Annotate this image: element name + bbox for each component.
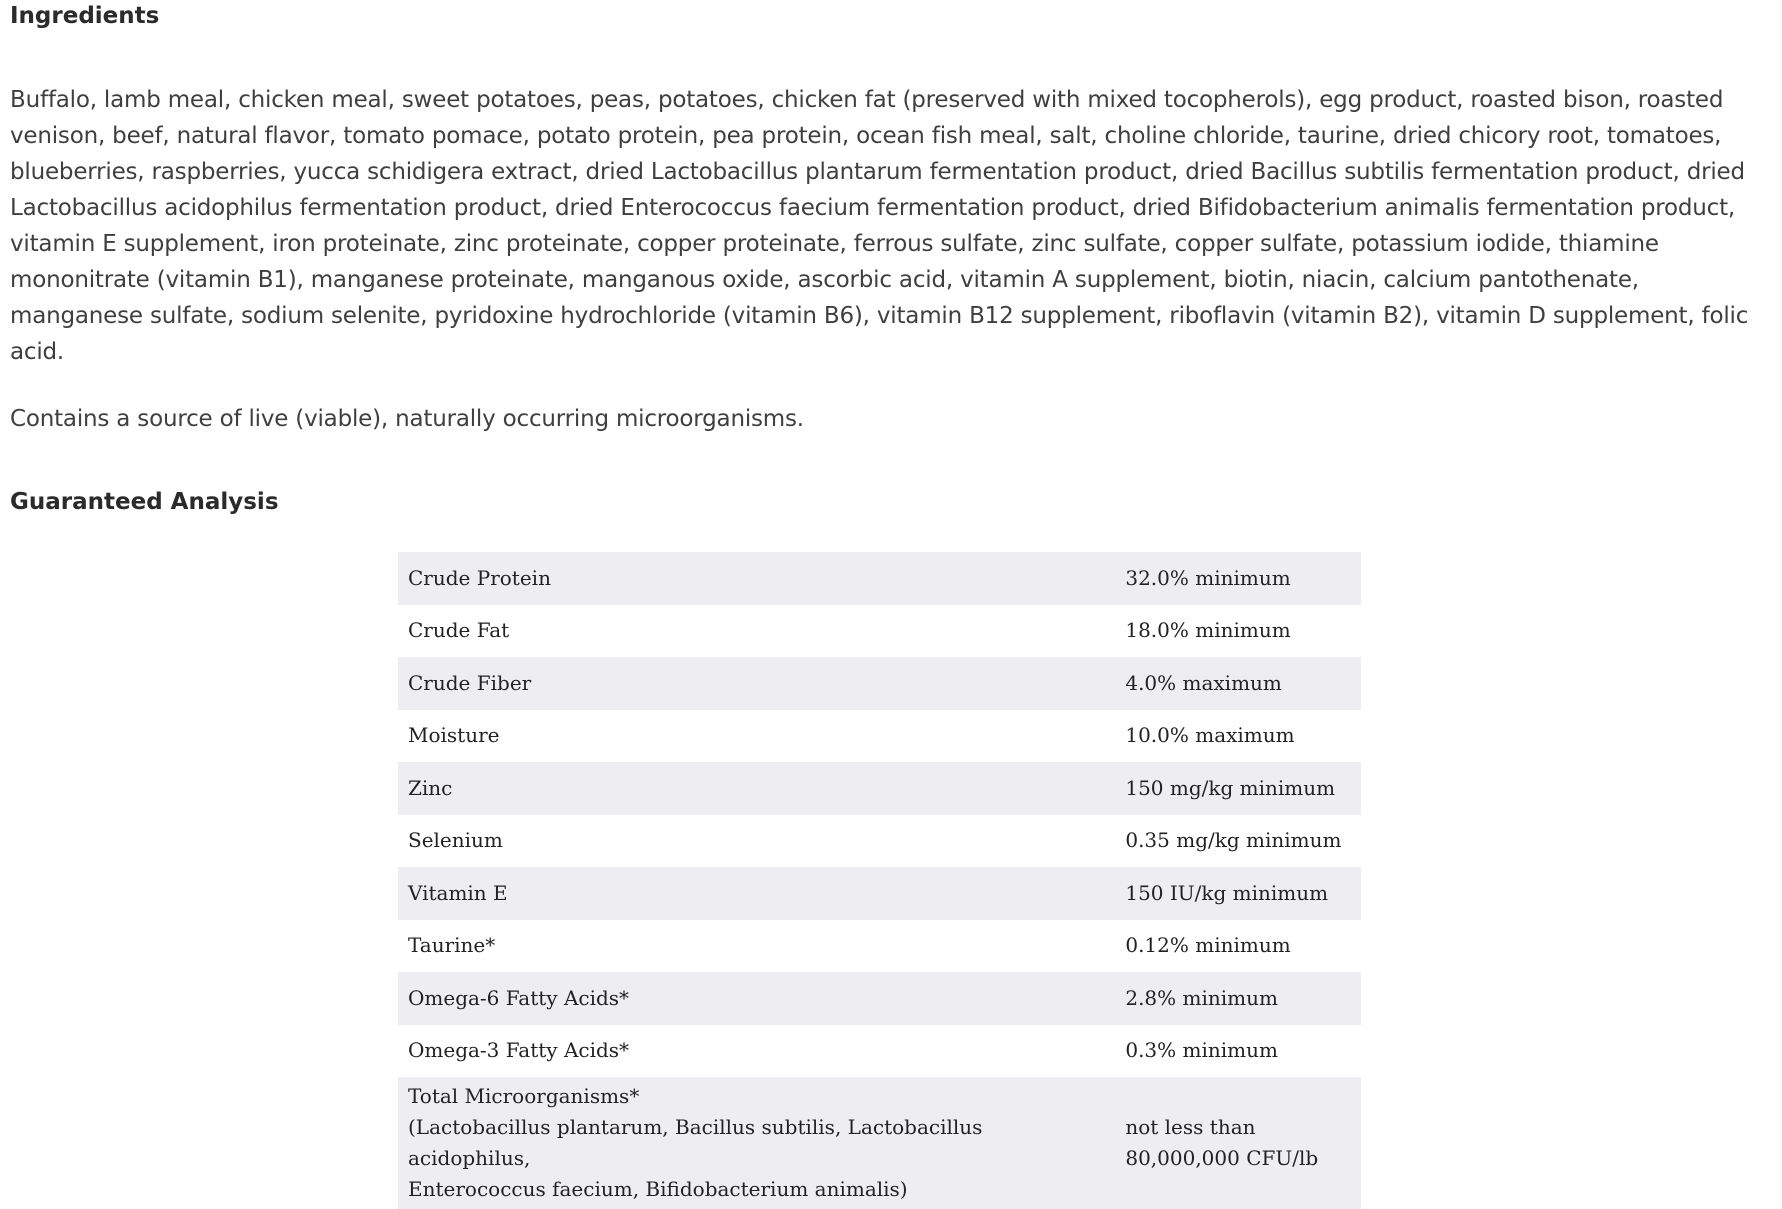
table-row [398,1025,1361,1078]
microorganisms-value-line-2: 80,000,000 CFU/lb [1125,1146,1319,1170]
nutrient-name: Selenium [408,828,503,853]
microorganisms-value-line-1: not less than [1125,1115,1256,1139]
guaranteed-analysis-heading: Guaranteed Analysis [10,489,279,515]
table-row [398,762,1361,815]
nutrient-value: 10.0% maximum [1125,723,1295,748]
table-row [398,972,1361,1025]
table-row [398,710,1361,763]
nutrient-name: Moisture [408,723,500,748]
nutrient-value [1115,1077,1361,1209]
microorganisms-species-line-1: (Lactobacillus plantarum, Bacillus subtilis, Lactobacillus acidophilus, [408,1115,983,1170]
nutrient-value: 18.0% minimum [1125,618,1291,643]
nutrient-name [398,1077,1115,1209]
nutrient-value: 0.35 mg/kg minimum [1125,828,1342,853]
table-row-total-microorganisms [398,1077,1361,1209]
table-row [398,920,1361,973]
ingredients-list: Buffalo, lamb meal, chicken meal, sweet potatoes, peas, potatoes, chicken fat (preserved with mixed tocopherols), egg product, roasted bison, roasted venison, beef, natural flavor, tomato pomace, potato protein, pea protein, ocean fish meal, salt, choline chloride, taurine, dried chicory root, tomatoes, blueberries, raspberries, yucca schidigera extract, dried Lactobacillus plantarum fermentation product, dried Bacillus subtilis fermentation product, dried Lactobacillus acidophilus fermentation product, dried Enterococcus faecium fermentation product, dried Bifidobacterium animalis fermentation product, vitamin E supplement, iron proteinate, zinc proteinate, copper proteinate, ferrous sulfate, zinc sulfate, copper sulfate, potassium iodide, thiamine mononitrate (vitamin B1), manganese proteinate, manganous oxide, ascorbic acid, vitamin A supplement, biotin, niacin, calcium pantothenate, manganese sulfate, sodium selenite, pyridoxine hydrochloride (vitamin B6), vitamin B12 supplement, riboflavin (vitamin B2), vitamin D supplement, folic acid. [10,87,1749,365]
nutrient-name: Crude Protein [408,565,551,590]
nutrient-name: Crude Fat [408,618,510,643]
microorganisms-title: Total Microorganisms* [408,1084,640,1108]
guaranteed-analysis-table [398,552,1361,1209]
nutrient-value: 0.3% minimum [1125,1038,1278,1063]
microorganisms-species-line-2: Enterococcus faecium, Bifidobacterium animalis) [408,1177,908,1201]
table-row [398,815,1361,868]
nutrient-name: Zinc [408,775,453,800]
nutrient-value: 2.8% minimum [1125,985,1278,1010]
table-row [398,867,1361,920]
nutrient-value: 32.0% minimum [1125,565,1291,590]
nutrient-name: Omega-6 Fatty Acids* [408,985,630,1010]
nutrient-value: 4.0% maximum [1125,670,1282,695]
microorganisms-note: Contains a source of live (viable), naturally occurring microorganisms. [10,406,804,432]
table-row [398,657,1361,710]
nutrient-value: 0.12% minimum [1125,933,1291,958]
nutrient-name: Vitamin E [408,880,508,905]
table-row [398,605,1361,658]
ingredients-heading: Ingredients [10,3,160,29]
table-row [398,552,1361,605]
nutrient-name: Taurine* [408,933,496,958]
nutrient-name: Omega-3 Fatty Acids* [408,1038,630,1063]
nutrient-value: 150 IU/kg minimum [1125,880,1329,905]
nutrient-value: 150 mg/kg minimum [1125,775,1336,800]
nutrient-name: Crude Fiber [408,670,532,695]
